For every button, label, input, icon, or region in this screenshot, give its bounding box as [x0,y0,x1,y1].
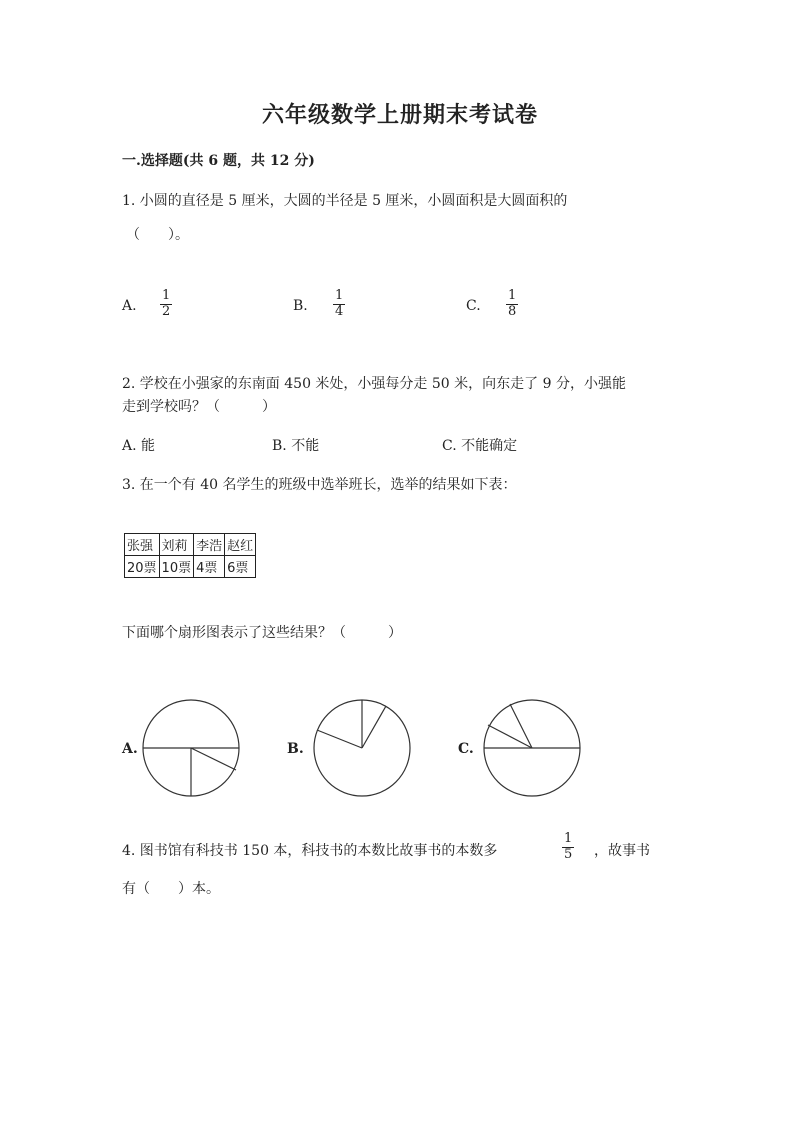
pie-chart-option-a [141,698,241,798]
table-cell-name: 李浩 [194,534,225,556]
q3-option-c-label: C. [458,741,474,757]
q1-option-b-numerator: 1 [335,288,344,303]
vote-results-table [124,533,256,578]
q2-option-b: B. 不能 [272,438,320,454]
q1-option-a-denominator: 2 [162,303,171,319]
q4-text-line2: 有（ ）本。 [122,881,220,897]
q3-text-line1: 3. 在一个有 40 名学生的班级中选举班长，选举的结果如下表： [122,477,517,493]
table-cell-name: 赵红 [225,534,256,556]
table-cell-votes: 10票 [159,556,194,578]
table-cell-votes: 20票 [125,556,160,578]
q1-option-a-label: A. [122,298,137,314]
q1-option-b-label: B. [293,298,308,314]
q1-option-c-denominator: 8 [508,303,517,319]
q4-fraction-numerator: 1 [564,831,573,846]
q4-fraction [562,832,574,863]
table-row-names [125,534,256,556]
table-cell-votes: 4票 [194,556,225,578]
q4-text-line1-part2: ，故事书 [594,843,650,859]
pie-b-divider-right [362,706,386,748]
q1-option-b-denominator: 4 [335,303,344,319]
q2-option-a: A. 能 [122,438,156,454]
q4-text-line1-part1: 4. 图书馆有科技书 150 本，科技书的本数比故事书的本数多 [122,843,498,859]
table-cell-name: 张强 [125,534,160,556]
q1-option-a-numerator: 1 [162,288,171,303]
q4-fraction-denominator: 5 [564,846,573,862]
pie-chart-option-c [482,698,582,798]
q1-text-line2: （ ）。 [126,227,189,243]
page-title: 六年级数学上册期末考试卷 [261,102,538,128]
table-cell-name: 刘莉 [159,534,194,556]
q2-option-c: C. 不能确定 [442,438,518,454]
table-cell-votes: 6票 [225,556,256,578]
q1-option-a-fraction [160,289,172,320]
q3-question-text: 下面哪个扇形图表示了这些结果？（ ） [122,625,402,641]
pie-chart-option-b [312,698,412,798]
q3-option-a-label: A. [122,741,138,757]
q1-text-line1: 1. 小圆的直径是 5 厘米，大圆的半径是 5 厘米，小圆面积是大圆面积的 [122,193,568,209]
q1-option-c-fraction [506,289,518,320]
table-row-votes [125,556,256,578]
q3-option-b-label: B. [287,741,304,757]
pie-a-divider-small [191,748,236,770]
q2-text-line1: 2. 学校在小强家的东南面 450 米处，小强每分走 50 米，向东走了 9 分，小强能 [122,376,626,392]
pie-b-divider-left [317,730,362,748]
q1-option-c-numerator: 1 [508,288,517,303]
q2-text-line2: 走到学校吗？（ ） [122,399,276,415]
q1-option-b-fraction [333,289,345,320]
pie-c-divider-upper [510,704,532,748]
section-heading-choice: 一.选择题(共 6 题，共 12 分) [122,153,315,169]
q1-option-c-label: C. [466,298,481,314]
pie-c-divider-lower [488,725,532,748]
